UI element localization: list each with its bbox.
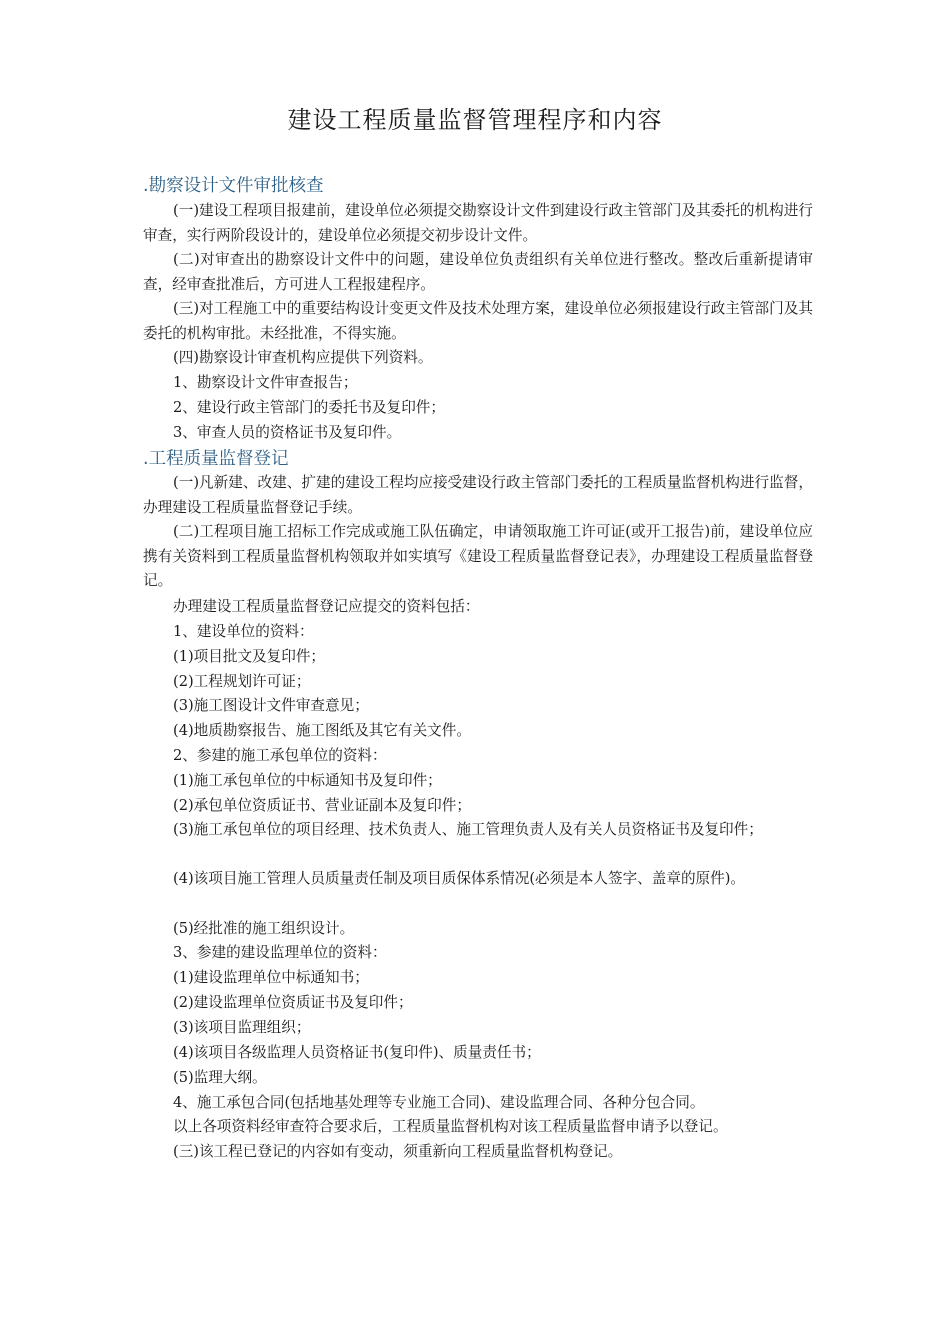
paragraph: (二)对审查出的勘察设计文件中的问题，建设单位负责组织有关单位进行整改。整改后重新提请审查，经审查批准后，方可进人工程报建程序。 (143, 251, 813, 293)
list-item: 1、勘察设计文件审查报告； (173, 374, 358, 391)
list-item: (4)地质勘察报告、施工图纸及其它有关文件。 (173, 722, 471, 739)
list-item: (三)该工程已登记的内容如有变动，须重新向工程质量监督机构登记。 (173, 1143, 623, 1160)
list-item: 以上各项资料经审查符合要求后，工程质量监督机构对该工程质量监督申请予以登记。 (173, 1118, 728, 1135)
paragraph: (三)对工程施工中的重要结构设计变更文件及技术处理方案，建设单位必须报建设行政主管部门及其委托的机构审批。未经批准，不得实施。 (143, 300, 813, 342)
list-item: (四)勘察设计审查机构应提供下列资料。 (173, 349, 433, 366)
list-item: (3)施工图设计文件审查意见； (173, 697, 369, 714)
list-item: 3、参建的建设监理单位的资料： (173, 944, 387, 961)
paragraph: (二)工程项目施工招标工作完成或施工队伍确定，申请领取施工许可证(或开工报告)前，建设单位应携有关资料到工程质量监督机构领取并如实填写《建设工程质量监督登记表》，办理建设工程质量监督登记。 (143, 523, 813, 589)
list-item: (1)施工承包单位的中标通知书及复印件； (173, 772, 442, 789)
list-item: (5)监理大纲。 (173, 1069, 267, 1086)
list-item: 2、参建的施工承包单位的资料： (173, 747, 387, 764)
section-heading-2: .工程质量监督登记 (143, 449, 289, 469)
list-item: 1、建设单位的资料： (173, 623, 314, 640)
list-item: (4)该项目各级监理人员资格证书(复印件)、质量责任书； (173, 1044, 541, 1061)
document-title: 建设工程质量监督管理程序和内容 (287, 106, 663, 134)
list-item: (1)项目批文及复印件； (173, 648, 326, 665)
section-heading-1: .勘察设计文件审批核查 (143, 176, 324, 196)
paragraph: (3)施工承包单位的项目经理、技术负责人、施工管理负责人及有关人员资格证书及复印件； (173, 821, 763, 838)
list-item: (5)经批准的施工组织设计。 (173, 920, 355, 937)
paragraph: (一)建设工程项目报建前，建设单位必须提交勘察设计文件到建设行政主管部门及其委托的机构进行审查，实行两阶段设计的，建设单位必须提交初步设计文件。 (143, 202, 813, 244)
list-item: (2)建设监理单位资质证书及复印件； (173, 994, 413, 1011)
paragraph: (一)凡新建、改建、扩建的建设工程均应接受建设行政主管部门委托的工程质量监督机构进行监督，办理建设工程质量监督登记手续。 (143, 474, 813, 516)
list-item: 2、建设行政主管部门的委托书及复印件； (173, 399, 445, 416)
list-item: 3、审查人员的资格证书及复印件。 (173, 424, 402, 441)
list-item: (2)工程规划许可证； (173, 673, 311, 690)
list-item: (3)该项目监理组织； (173, 1019, 311, 1036)
list-item: (1)建设监理单位中标通知书； (173, 969, 369, 986)
list-item: 4、施工承包合同(包括地基处理等专业施工合同)、建设监理合同、各种分包合同。 (173, 1094, 705, 1111)
list-item: 办理建设工程质量监督登记应提交的资料包括： (173, 598, 480, 615)
paragraph: (4)该项目施工管理人员质量责任制及项目质保体系情况(必须是本人签字、盖章的原件)。 (173, 870, 746, 887)
list-item: (2)承包单位资质证书、营业证副本及复印件； (173, 797, 471, 814)
